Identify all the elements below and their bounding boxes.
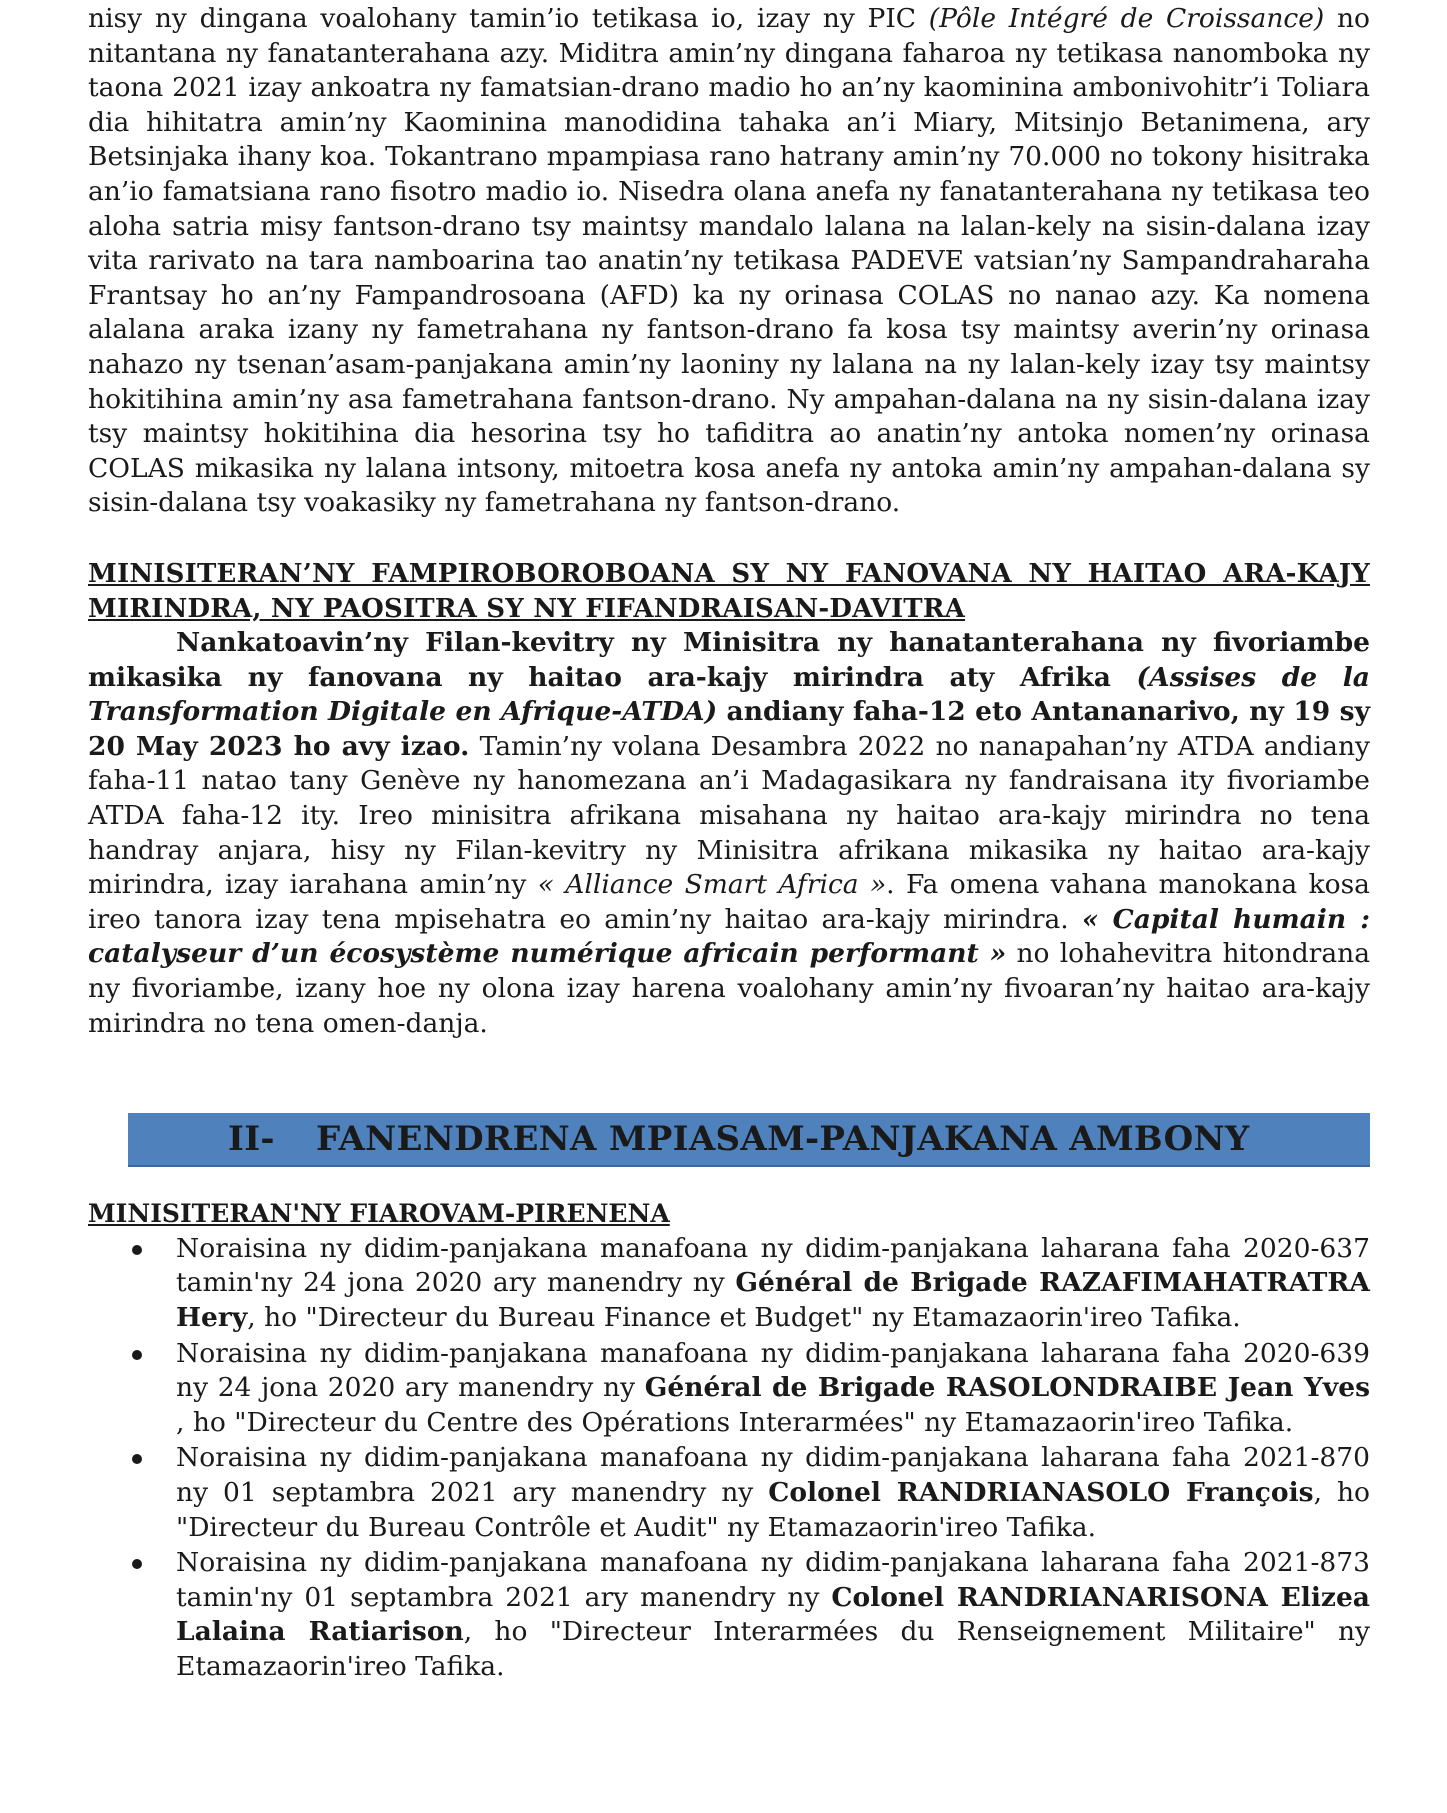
item-text: , ho "Directeur du Bureau Contrôle et Audit" ny Etamazaorin'ireo Tafika. xyxy=(176,1476,1370,1543)
item-text: Noraisina ny didim-panjakana manafoana ny didim-panjakana laharana faha 2021-873 tamin'ny 01 septambra 2021 ary manendry ny xyxy=(176,1547,1370,1613)
bullet-icon xyxy=(132,1559,142,1569)
digital-bold-2: andiany faha-12 eto Antananarivo, ny 19 sy 20 May 2023 ho avy izao. xyxy=(88,696,1371,762)
list-item xyxy=(176,1546,1370,1684)
ministry-defense-heading: MINISITERAN'NY FIAROVAM-PIRENENA xyxy=(88,1199,670,1229)
section-number: II- xyxy=(228,1119,275,1160)
digital-bold-italic-1: (Assises de la Transformation Digitale en Afrique-ATDA) xyxy=(88,661,1370,728)
list-item xyxy=(176,1337,1370,1441)
section-band xyxy=(128,1113,1370,1167)
item-text: , ho "Directeur du Centre des Opérations Interarmées" ny Etamazaorin'ireo Tafika. xyxy=(176,1406,1294,1438)
item-text: Noraisina ny didim-panjakana manafoana ny didim-panjakana laharana faha 2020-637 tamin'ny 24 jona 2020 ary manendry ny xyxy=(176,1232,1370,1299)
item-text: Noraisina ny didim-panjakana manafoana ny didim-panjakana laharana faha 2020-639 ny 24 jona 2020 ary manendry ny xyxy=(176,1337,1370,1404)
ministry-digital-paragraph xyxy=(88,626,1370,1041)
digital-bold-1: Nankatoavin’ny Filan-kevitry ny Minisitra ny hanatanterahana ny fivoriambe mikasika ny fanovana ny haitao ara-kajy mirindra aty Afrika xyxy=(88,627,1370,693)
digital-text-1: Tamin’ny volana Desambra 2022 no nanapahan’ny ATDA andiany faha-11 natao tany Genève ny hanomezana an’i Madagasikara ny fandraisana ity fivoriambe ATDA faha-12 ity. Ireo minisitra afrikana misahana ny haitao ara-kajy mirindra no tena handray anjara, hisy ny Filan-kevitry ny Minisitra afrikana mikasika ny haitao ara-kajy mirindra, izay iarahana amin’ny xyxy=(88,730,1370,901)
bullet-icon xyxy=(132,1245,142,1255)
item-name: Colonel RANDRIANASOLO François xyxy=(768,1476,1314,1508)
ministry-digital-heading: MINISITERAN’NY FAMPIROBOROBOANA SY NY FANOVANA NY HAITAO ARA-KAJY MIRINDRA, NY PAOSITRA SY NY FIFANDRAISAN-DAVITRA xyxy=(88,558,1370,624)
section-title: FANENDRENA MPIASAM-PANJAKANA AMBONY xyxy=(316,1119,1250,1160)
intro-paragraph xyxy=(88,2,1370,521)
intro-text-2: no nitantana ny fanatanterahana azy. Miditra amin’ny dingana faharoa ny tetikasa nanomboka ny taona 2021 izay ankoatra ny famatsian-drano madio ho an’ny kaominina ambonivohitr’i Toliara dia hihitatra amin’ny Kaominina manodidina tahaka an’i Miary, Mitsinjo Betanimena, ary Betsinjaka ihany koa. Tokantrano mpampiasa rano hatrany amin’ny 70.000 no tokony hisitraka an’io famatsiana rano fisotro madio io. Nisedra olana anefa ny fanatanterahana ny tetikasa teo aloha satria misy fantson-drano tsy maintsy mandalo lalana na lalan-kely na sisin-dalana izay vita rarivato na tara namboarina tao anatin’ny tetikasa PADEVE vatsian’ny Sampandraharaha Frantsay ho an’ny Fampandrosoana (AFD) ka ny orinasa COLAS no nanao azy. Ka nomena alalana araka izany ny fametrahana ny fantson-drano fa kosa tsy maintsy averin’ny orinasa nahazo ny tsenan’asam-panjakana amin’ny laoniny ny lalana na ny lalan-kely izay tsy maintsy hokitihina amin’ny asa fametrahana fantson-drano. Ny ampahan-dalana na ny sisin-dalana izay tsy maintsy hokitihina dia hesorina tsy ho tafiditra ao anatin’ny antoka nomen’ny orinasa COLAS mikasika ny lalana intsony, mitoetra kosa anefa ny antoka amin’ny ampahan-dalana sy sisin-dalana tsy voakasiky ny fametrahana ny fantson-drano. xyxy=(88,3,1370,519)
list-item xyxy=(176,1441,1370,1545)
bullet-icon xyxy=(132,1454,142,1464)
digital-text-3: no lohahevitra hitondrana ny fivoriambe, izany hoe ny olona izay harena voalohany amin’ny fivoaran’ny haitao ara-kajy mirindra no tena omen-danja. xyxy=(88,938,1370,1039)
item-text: Noraisina ny didim-panjakana manafoana ny didim-panjakana laharana faha 2021-870 ny 01 septambra 2021 ary manendry ny xyxy=(176,1442,1370,1508)
item-text: , ho "Directeur Interarmées du Renseignement Militaire" ny Etamazaorin'ireo Tafika. xyxy=(176,1616,1370,1682)
intro-text-1: nisy ny dingana voalohany tamin’io tetikasa io, izay ny PIC xyxy=(88,3,929,34)
item-name: Colonel RANDRIANARISONA Elizea Lalaina Ratiarison xyxy=(176,1581,1370,1648)
list-item xyxy=(176,1232,1370,1336)
digital-text-2: . Fa omena vahana manokana kosa ireo tanora izay tena mpisehatra eo amin’ny haitao ara-kajy mirindra. xyxy=(88,869,1370,935)
document-page xyxy=(88,0,1370,1686)
item-name: Général de Brigade RASOLONDRAIBE Jean Yves xyxy=(644,1372,1370,1404)
digital-bold-italic-2: « Capital humain : catalyseur d’un écosystème numérique africain performant » xyxy=(88,903,1371,970)
appointment-list xyxy=(88,1232,1370,1685)
item-text: , ho "Directeur du Bureau Finance et Budget" ny Etamazaorin'ireo Tafika. xyxy=(247,1302,1241,1333)
item-name: Général de Brigade RAZAFIMAHATRATRA Hery xyxy=(176,1267,1370,1333)
intro-italic-pic: (Pôle Intégré de Croissance) xyxy=(928,3,1325,34)
digital-italic-1: « Alliance Smart Africa » xyxy=(537,869,887,901)
bullet-icon xyxy=(132,1350,142,1360)
